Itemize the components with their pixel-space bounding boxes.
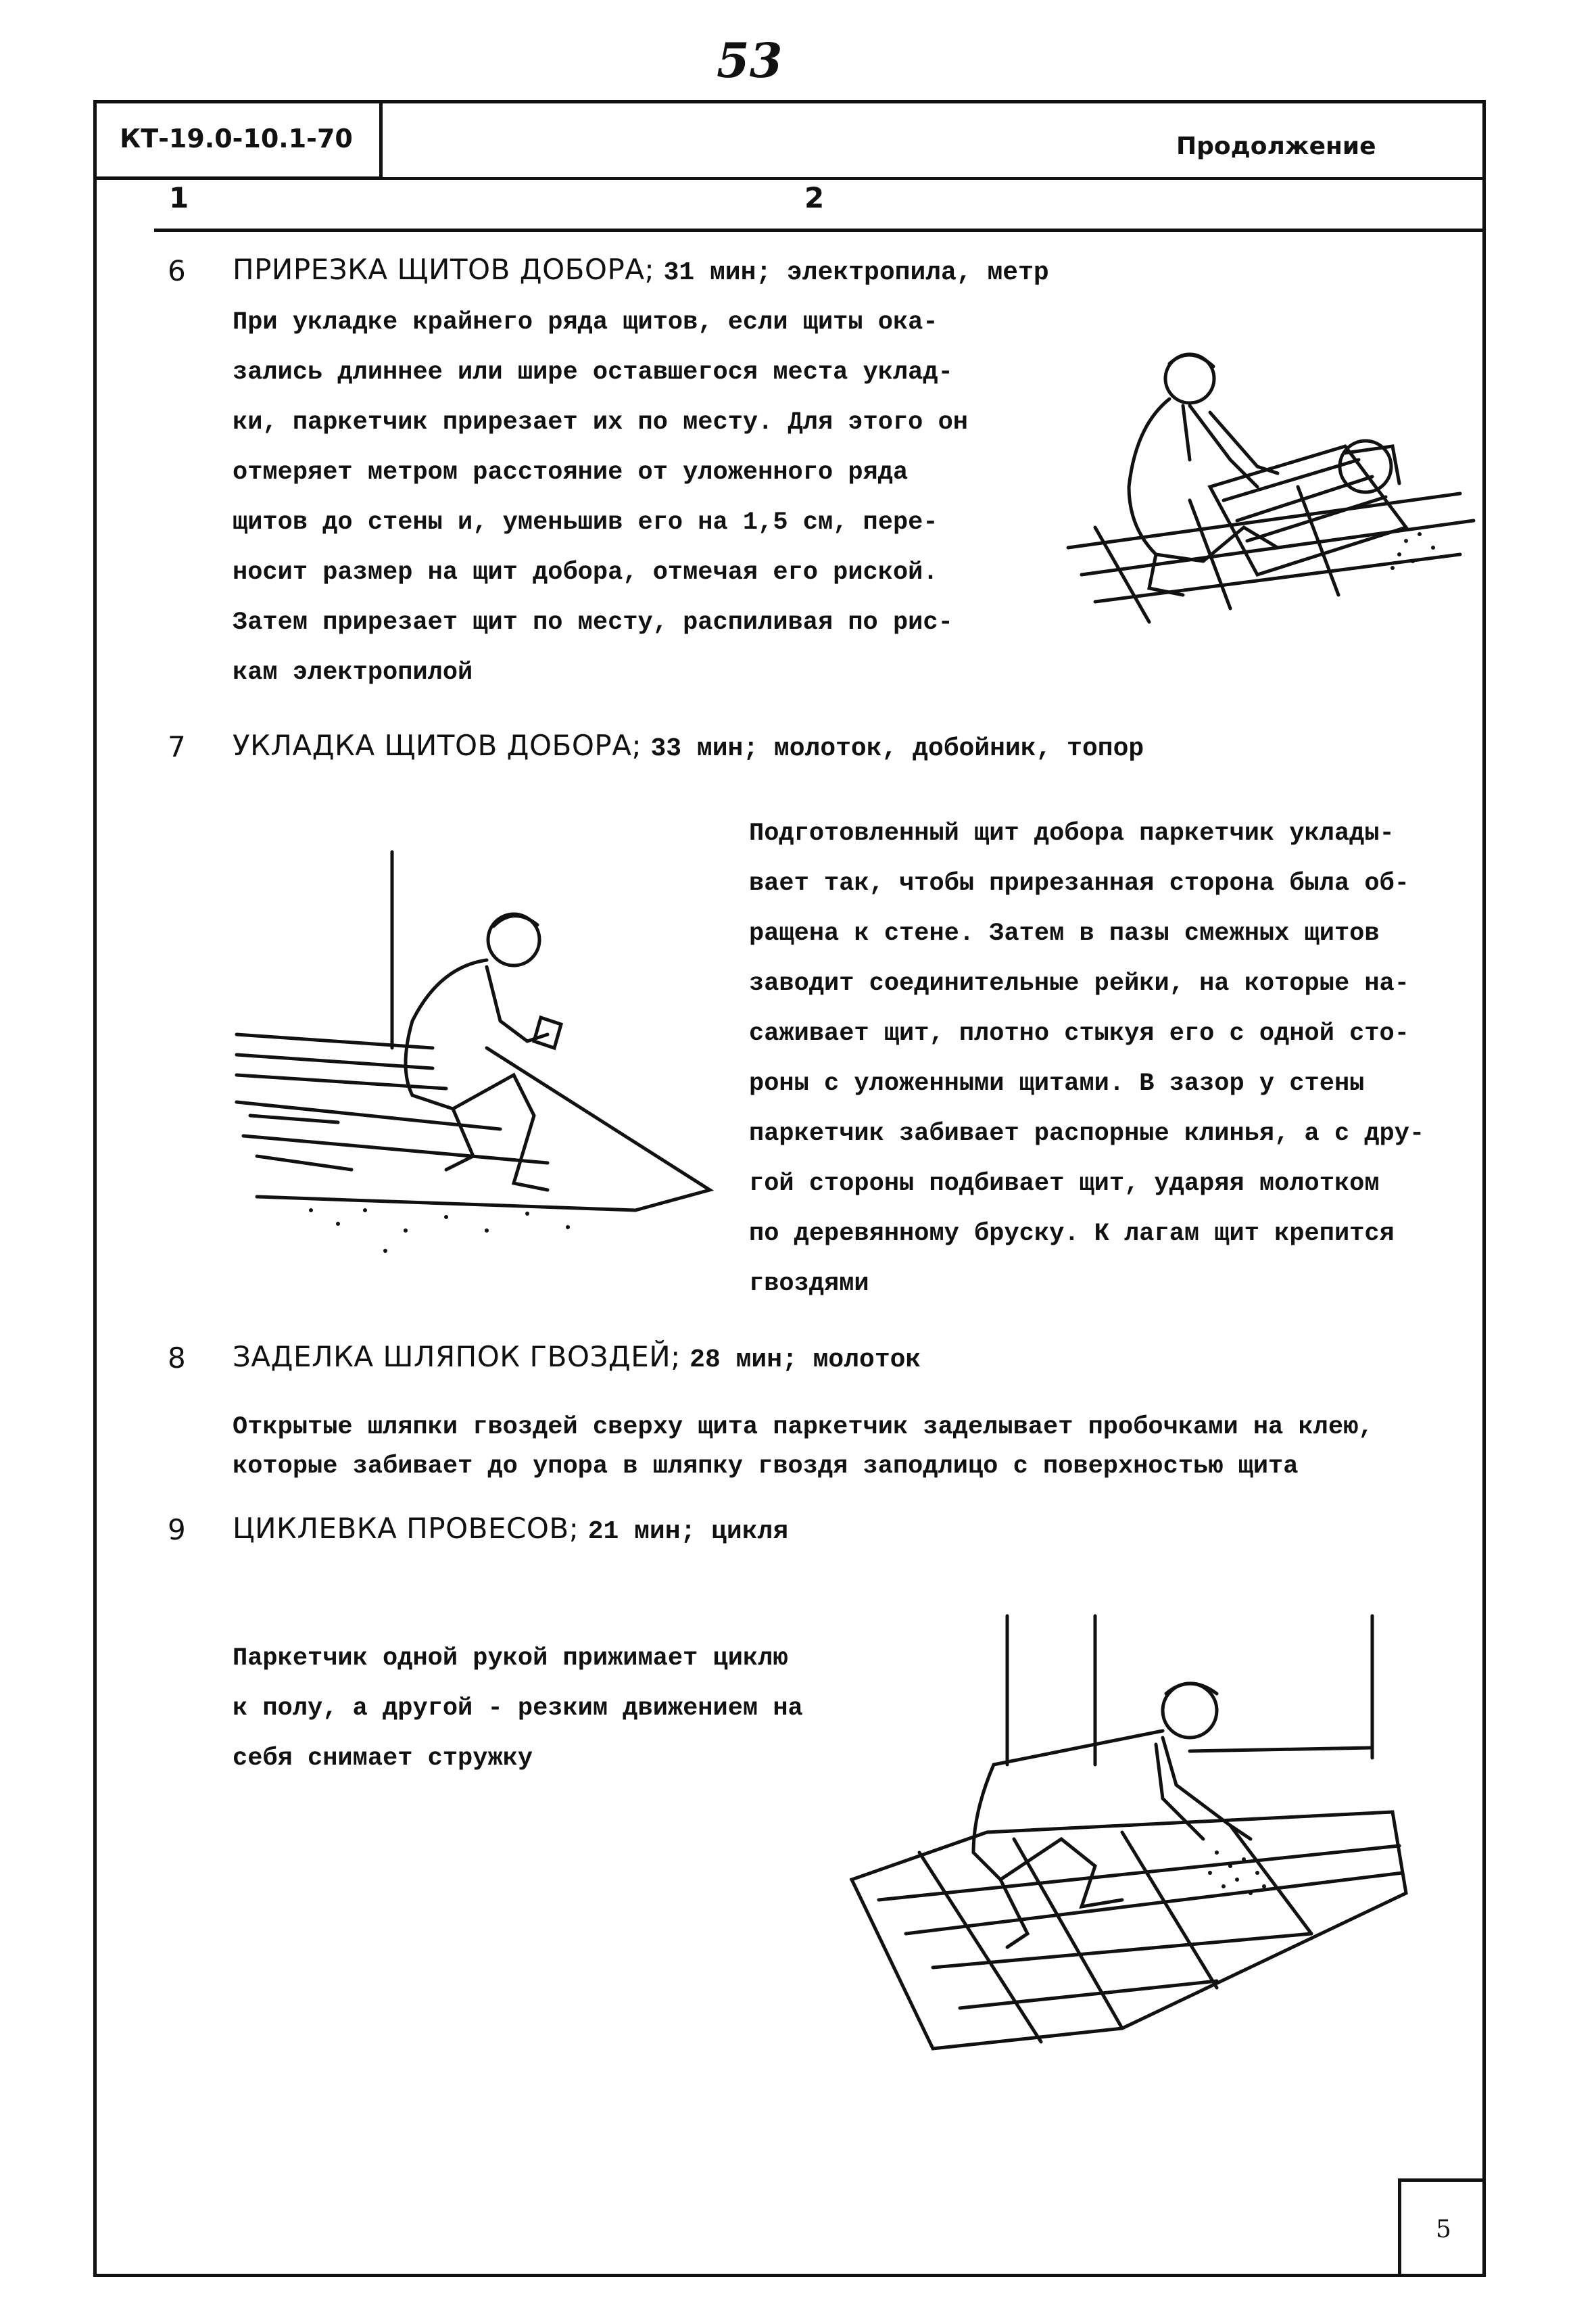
operation-9-name: ЦИКЛЕВКА ПРОВЕСОВ; <box>233 1512 579 1545</box>
operation-8-meta: 28 мин; молоток <box>690 1345 921 1375</box>
text-line: вает так, чтобы прирезанная сторона была об- <box>749 869 1409 898</box>
text-line: отмеряет метром расстояние от уложенного ряда <box>233 458 909 487</box>
operation-8-name: ЗАДЕЛКА ШЛЯПОК ГВОЗДЕЙ; <box>233 1340 681 1373</box>
corner-mark: 5 <box>1398 2178 1486 2277</box>
operation-7-number: 7 <box>168 730 186 763</box>
illustration-saw-cutting <box>1055 325 1487 622</box>
operation-9-number: 9 <box>168 1513 186 1546</box>
text-line: роны с уложенными щитами. В зазор у стены <box>749 1070 1365 1098</box>
operation-9-description <box>233 1633 803 1784</box>
header-rule <box>383 177 1486 180</box>
text-line: Затем прирезает щит по месту, распиливая по рис- <box>233 608 953 637</box>
operation-8-description <box>233 1408 1373 1486</box>
operation-6-name: ПРИРЕЗКА ЩИТОВ ДОБОРА; <box>233 253 655 286</box>
text-line: Подготовленный щит добора паркетчик уклады- <box>749 819 1395 848</box>
operation-7-description <box>749 809 1424 1309</box>
text-line: гой стороны подбивает щит, ударяя молотком <box>749 1170 1380 1198</box>
text-line: заводит соединительные рейки, на которые на- <box>749 970 1409 998</box>
operation-6-number: 6 <box>168 254 186 287</box>
continuation-label: Продолжение <box>1176 133 1376 160</box>
text-line: паркетчик забивает распорные клинья, а с дру- <box>749 1120 1425 1148</box>
text-line: Открытые шляпки гвоздей сверху щита паркетчик заделывает пробочками на клею, <box>233 1413 1374 1441</box>
operation-7-heading <box>233 729 1144 763</box>
text-line: зались длиннее или шире оставшегося места уклад- <box>233 358 953 387</box>
illustration-panel-laying <box>230 845 717 1278</box>
operation-7-meta: 33 мин; молоток, добойник, топор <box>650 734 1144 763</box>
text-line: ки, паркетчик прирезает их по месту. Для этого он <box>233 408 968 437</box>
operation-6-description <box>233 297 968 698</box>
column-2-label: 2 <box>804 181 825 214</box>
text-line: щитов до стены и, уменьшив его на 1,5 см, пере- <box>233 508 938 537</box>
text-line: по деревянному бруску. К лагам щит крепится <box>749 1220 1395 1248</box>
illustration-floor-scraping <box>838 1609 1420 2069</box>
text-line: ращена к стене. Затем в пазы смежных щитов <box>749 920 1380 948</box>
operation-8-number: 8 <box>168 1341 186 1375</box>
document-code: КТ-19.0-10.1-70 <box>93 100 383 180</box>
column-header-rule <box>154 229 1486 232</box>
text-line: При укладке крайнего ряда щитов, если щиты ока- <box>233 308 938 337</box>
text-line: носит размер на щит добора, отмечая его риской. <box>233 558 938 587</box>
text-line: саживает щит, плотно стыкуя его с одной сто- <box>749 1020 1409 1048</box>
text-line: гвоздями <box>749 1270 869 1298</box>
operation-6-meta: 31 мин; электропила, метр <box>663 258 1049 287</box>
operation-9-meta: 21 мин; цикля <box>587 1517 789 1546</box>
page-number: 53 <box>717 32 783 89</box>
text-line: которые забивает до упора в шляпку гвоздя заподлицо с поверхностью щита <box>233 1452 1299 1481</box>
text-line: кам электропилой <box>233 659 473 687</box>
text-line: к полу, а другой - резким движением на <box>233 1694 803 1723</box>
operation-9-heading <box>233 1512 788 1546</box>
operation-8-heading <box>233 1340 921 1375</box>
column-1-label: 1 <box>169 181 189 214</box>
operation-6-heading <box>233 253 1049 287</box>
operation-7-name: УКЛАДКА ЩИТОВ ДОБОРА; <box>233 729 642 762</box>
text-line: Паркетчик одной рукой прижимает циклю <box>233 1644 788 1673</box>
text-line: себя снимает стружку <box>233 1744 533 1773</box>
